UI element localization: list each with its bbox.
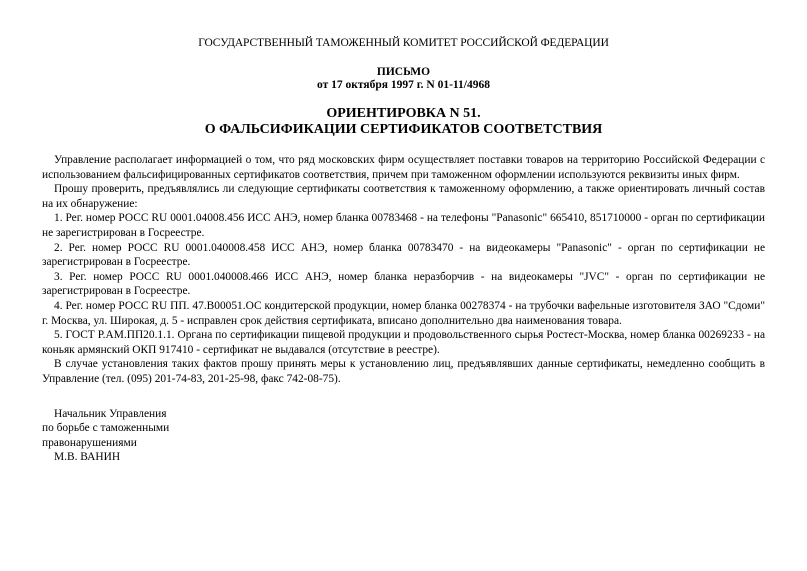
document-body <box>42 153 765 387</box>
list-item: 5. ГОСТ Р.АМ.ПП20.1.1. Органа по сертификации пищевой продукции и продовольственного сырья Ростест-Москва, номер бланка 00269233 - на коньяк армянский ОКП 917410 - сертификат не выдавался (отсутствие в реестре). <box>42 329 765 356</box>
signatory-name: М.В. ВАНИН <box>54 451 121 464</box>
closing-paragraph: В случае установления таких фактов прошу принять меры к установлению лиц, предъявлявших данные сертификаты, немедленно сообщить в Управление (тел. (095) 201-74-83, 201-25-98, факс 742-08-75). <box>42 358 765 385</box>
list-item: 3. Рег. номер РОСС RU 0001.040008.466 ИСС АНЭ, номер бланка неразборчив - на видеокамеры "JVC" - орган по сертификации не зарегистрирован в Госреестре. <box>42 270 765 298</box>
request-paragraph: Прошу проверить, предъявлялись ли следующие сертификаты соответствия к таможенному оформлению, а также ориентировать личный состав на их обнаружение: <box>42 183 765 210</box>
document-date-number: от 17 октября 1997 г. N 01-11/4968 <box>317 79 490 91</box>
document-type: ПИСЬМО <box>376 66 431 78</box>
title-line-1: ОРИЕНТИРОВКА N 51. <box>326 106 481 121</box>
signature-block <box>42 407 765 465</box>
list-item: 1. Рег. номер РОСС RU 0001.04008.456 ИСС АНЭ, номер бланка 00783468 - на телефоны "Panasonic" 665410, 851710000 - орган по сертификации не зарегистрирован в Госреестре. <box>42 212 765 239</box>
agency-name: ГОСУДАРСТВЕННЫЙ ТАМОЖЕННЫЙ КОМИТЕТ РОССИЙСКОЙ ФЕДЕРАЦИИ <box>198 37 609 49</box>
signature-position-line: правонарушениями <box>42 436 137 449</box>
signature-position-line: Начальник Управления <box>54 407 167 420</box>
title-line-2: О ФАЛЬСИФИКАЦИИ СЕРТИФИКАТОВ СООТВЕТСТВИЯ <box>204 122 603 137</box>
list-item: 2. Рег. номер РОСС RU 0001.040008.458 ИСС АНЭ, номер бланка 00783470 - на видеокамеры "Panasonic" - орган по сертификации не зарегистрирован в Госреестре. <box>42 241 765 269</box>
signature-position-line: по борьбе с таможенными <box>42 422 170 435</box>
intro-paragraph: Управление располагает информацией о том, что ряд московских фирм осуществляет поставки товаров на территорию Российской Федерации с использованием фальсифицированных сертификатов соответствия, причем при таможенном оформлении используются реквизиты иных фирм. <box>42 154 765 181</box>
document-title <box>42 106 765 138</box>
list-item: 4. Рег. номер РОСС RU ПП. 47.В00051.ОС кондитерской продукции, номер бланка 00278374 - на трубочки вафельные изготовителя ЗАО "Сдоми" г. Москва, ул. Широкая, д. 5 - исправлен срок действия сертификата, вписано дополнительно два наименования товара. <box>42 299 765 327</box>
